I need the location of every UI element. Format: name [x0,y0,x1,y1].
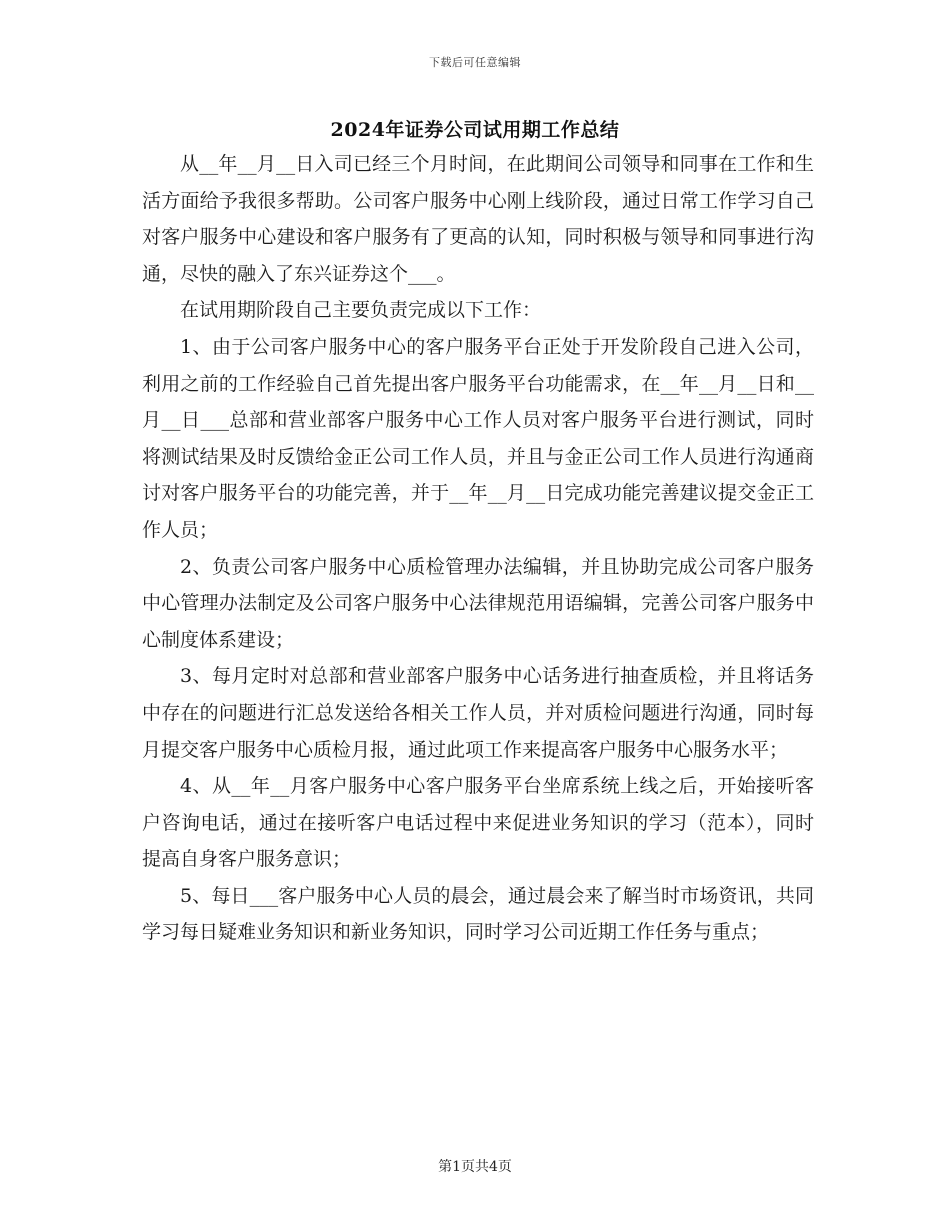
paragraph-item-4: 4、从__年__月客户服务中心客户服务平台坐席系统上线之后，开始接听客户咨询电话，通过在接听客户电话过程中来促进业务知识的学习（范本），同时提高自身客户服务意识； [142,775,814,871]
document-body [142,146,814,951]
paragraph-intro: 从__年__月__日入司已经三个月时间，在此期间公司领导和同事在工作和生活方面给予我很多帮助。公司客户服务中心刚上线阶段，通过日常工作学习自己对客户服务中心建设和客户服务有了更高的认知，同时积极与领导和同事进行沟通，尽快的融入了东兴证券这个___。 [142,153,814,285]
header-note: 下载后可任意编辑 [429,56,521,69]
document-title: 2024年证券公司试用期工作总结 [330,119,620,141]
page-number: 第1页共4页 [438,1159,512,1175]
paragraph-item-1: 1、由于公司客户服务中心的客户服务平台正处于开发阶段自己进入公司，利用之前的工作经验自己首先提出客户服务平台功能需求，在__年__月__日和__月__日___总部和营业部客户服务中心工作人员对客户服务平台进行测试，同时将测试结果及时反馈给金正公司工作人员，并且与金正公司工作人员进行沟通商讨对客户服务平台的功能完善，并于__年__月__日完成功能完善建议提交金正工作人员； [142,335,814,541]
paragraph-work-list-heading: 在试用期阶段自己主要负责完成以下工作： [180,299,542,322]
paragraph-item-2: 2、负责公司客户服务中心质检管理办法编辑，并且协助完成公司客户服务中心管理办法制定及公司客户服务中心法律规范用语编辑，完善公司客户服务中心制度体系建设； [142,555,814,651]
paragraph-item-5: 5、每日___客户服务中心人员的晨会，通过晨会来了解当时市场资讯，共同学习每日疑难业务知识和新业务知识，同时学习公司近期工作任务与重点； [142,884,814,944]
paragraph-item-3: 3、每月定时对总部和营业部客户服务中心话务进行抽查质检，并且将话务中存在的问题进行汇总发送给各相关工作人员，并对质检问题进行沟通，同时每月提交客户服务中心质检月报，通过此项工作来提高客户服务中心服务水平； [142,665,814,761]
